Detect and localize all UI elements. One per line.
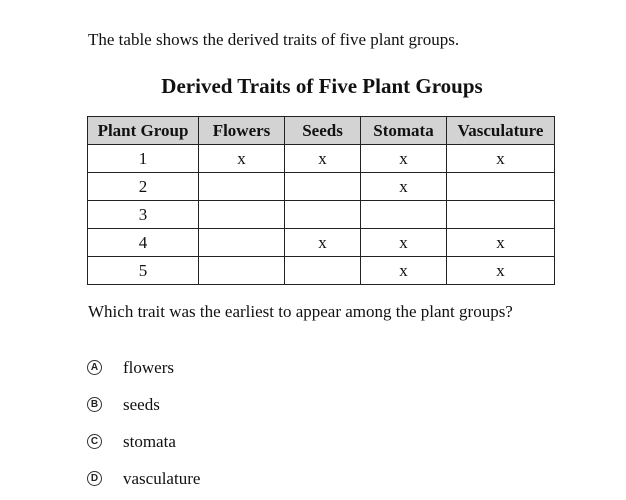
table-cell [199, 201, 285, 229]
table-row [88, 145, 555, 173]
table-cell: 2 [88, 173, 199, 201]
traits-table [87, 116, 555, 285]
table-cell: x [285, 229, 361, 257]
question-text: Which trait was the earliest to appear among the plant groups? [88, 302, 513, 321]
table-cell [199, 229, 285, 257]
choice-c-bubble[interactable]: C [87, 434, 102, 449]
table-cell: x [199, 145, 285, 173]
choice-a-option[interactable] [87, 349, 200, 386]
table-cell: 1 [88, 145, 199, 173]
table-cell [285, 173, 361, 201]
table-cell [199, 257, 285, 285]
table-row [88, 201, 555, 229]
choice-c-label: stomata [123, 431, 176, 451]
table-cell [447, 201, 555, 229]
table-row [88, 257, 555, 285]
table-cell: 5 [88, 257, 199, 285]
choice-c-option[interactable] [87, 423, 200, 460]
table-cell [285, 257, 361, 285]
intro-text: The table shows the derived traits of five plant groups. [88, 30, 460, 49]
header-vasculature: Vasculature [447, 117, 555, 145]
table-cell: x [361, 229, 447, 257]
table-cell: x [447, 145, 555, 173]
table-title: Derived Traits of Five Plant Groups [161, 74, 483, 98]
table-cell: x [361, 257, 447, 285]
table-cell: x [447, 257, 555, 285]
choice-d-label: vasculature [123, 468, 201, 488]
table-header-row [88, 117, 555, 145]
answer-choices [87, 349, 200, 497]
table-cell: x [361, 173, 447, 201]
table-cell [199, 173, 285, 201]
header-flowers: Flowers [199, 117, 285, 145]
choice-b-label: seeds [123, 394, 160, 414]
header-seeds: Seeds [285, 117, 361, 145]
header-plant-group: Plant Group [88, 117, 199, 145]
choice-b-option[interactable] [87, 386, 200, 423]
choice-d-bubble[interactable]: D [87, 471, 102, 486]
header-stomata: Stomata [361, 117, 447, 145]
table-cell: 3 [88, 201, 199, 229]
table-cell [361, 201, 447, 229]
choice-b-bubble[interactable]: B [87, 397, 102, 412]
table-cell: x [361, 145, 447, 173]
choice-a-label: flowers [123, 357, 174, 377]
table-cell [447, 173, 555, 201]
choice-d-option[interactable] [87, 460, 200, 497]
table-row [88, 173, 555, 201]
table-cell: 4 [88, 229, 199, 257]
table-cell: x [285, 145, 361, 173]
table-cell [285, 201, 361, 229]
table-cell: x [447, 229, 555, 257]
choice-a-bubble[interactable]: A [87, 360, 102, 375]
table-row [88, 229, 555, 257]
